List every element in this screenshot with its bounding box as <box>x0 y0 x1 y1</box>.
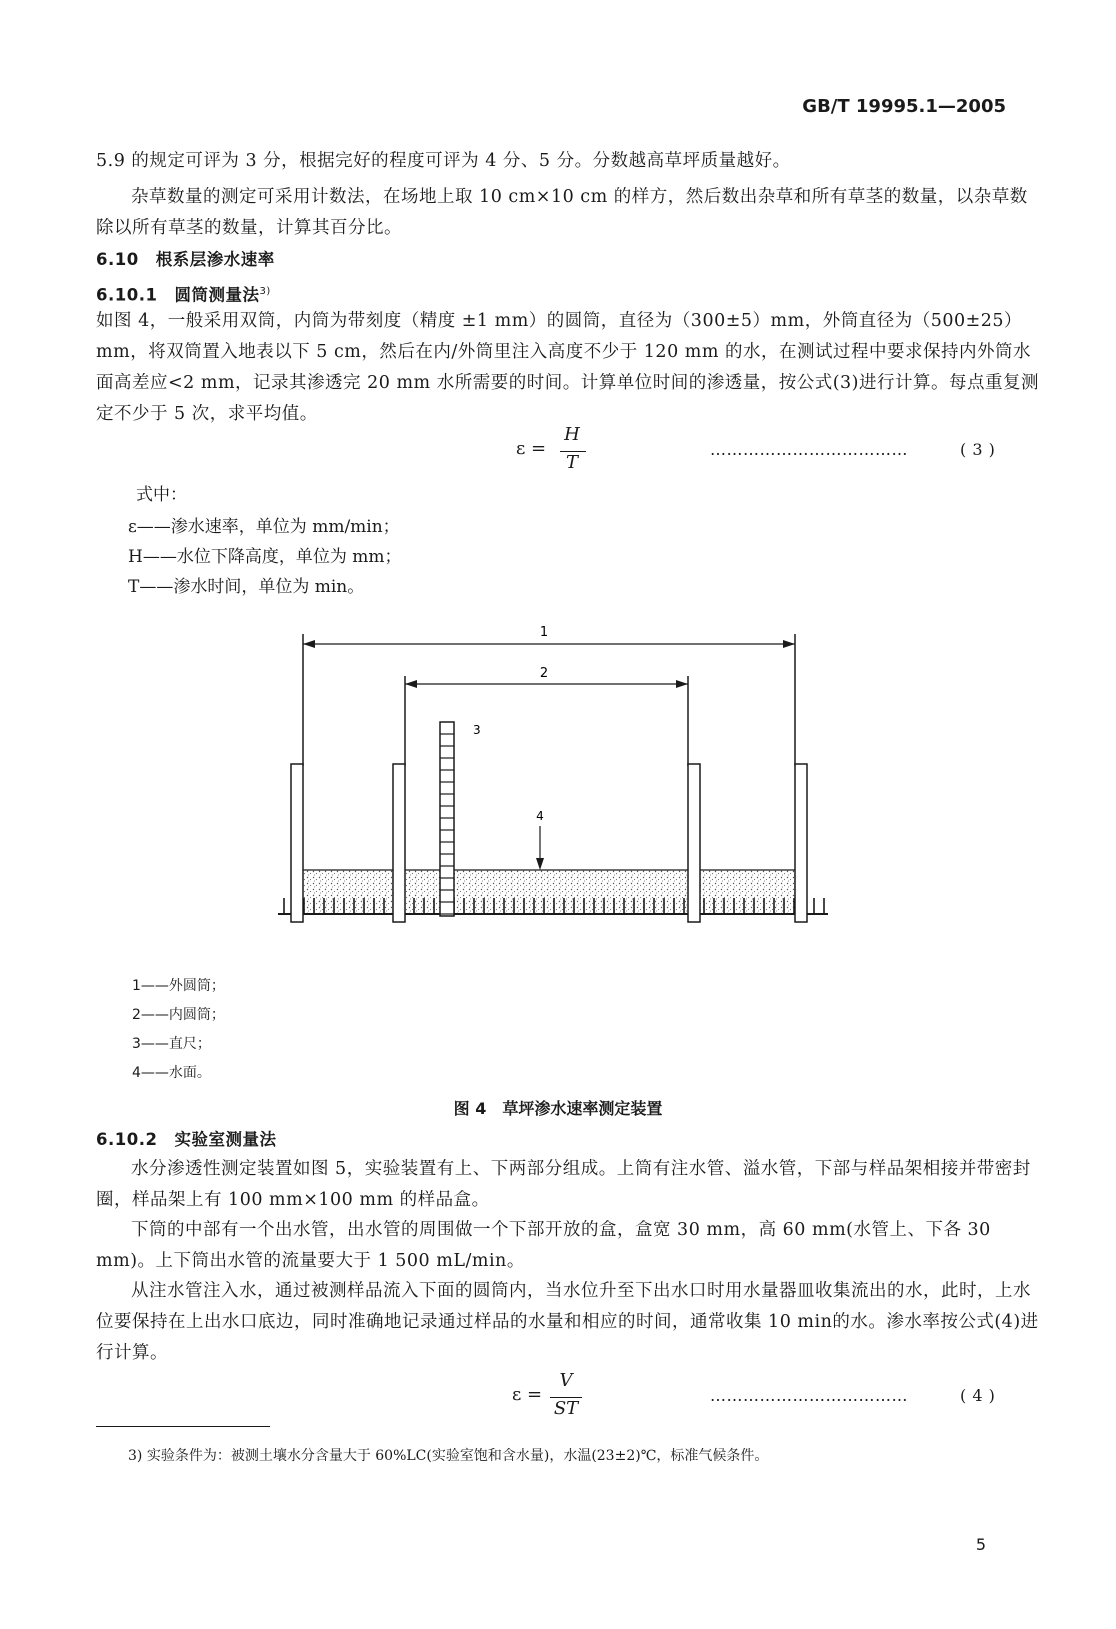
footnote-separator <box>96 1426 270 1427</box>
formula-4-numerator: V <box>559 1370 573 1391</box>
inner-cylinder-right-wall <box>688 764 700 922</box>
water-surface-pointer <box>536 826 544 870</box>
formula-4-denominator: ST <box>553 1398 579 1419</box>
paragraph-lower-cylinder: 下筒的中部有一个出水管，出水管的周围做一个下部开放的盒，盒宽 30 mm，高 60 mm(水管上、下各 30 mm)。上下筒出水管的流量要大于 1 500 mL/min。 <box>96 1220 991 1271</box>
callout-4: 4 <box>536 809 544 823</box>
heading-6-10-1-text: 6.10.1 圆筒测量法 <box>96 285 260 305</box>
ruler <box>440 722 454 916</box>
where-item-h: H——水位下降高度，单位为 mm； <box>128 547 402 567</box>
heading-6-10: 6.10 根系层渗水速率 <box>96 250 275 269</box>
inner-cylinder-left-wall <box>393 764 405 922</box>
callout-1: 1 <box>539 625 549 640</box>
standard-code: GB/T 19995.1—2005 <box>802 96 1006 117</box>
paragraph-cylinder-method: 如图 4，一般采用双筒，内筒为带刻度（精度 ±1 mm）的圆筒，直径为（300±5）mm，外筒直径为（500±25）mm，将双筒置入地表以下 5 cm，然后在内/外筒里注入高度不少于 120 mm 的水，在测试过程中要求保持内外筒水面高差应<2 mm，记录其渗透完 20 mm 水所需要的时间。计算单位时间的渗透量，按公式(3)进行计算。每点重复测定不少于 5 次，求平均值。 <box>96 311 1039 424</box>
formula-3-numerator: H <box>564 424 580 445</box>
where-title: 式中： <box>136 485 187 505</box>
formula-3-lhs: ε = <box>516 438 547 459</box>
legend-item-outer-cylinder: 1——外圆筒； <box>132 978 225 994</box>
page-number: 5 <box>975 1535 986 1554</box>
heading-6-10-2: 6.10.2 实验室测量法 <box>96 1130 277 1149</box>
paragraph-weed-score: 5.9 的规定可评为 3 分，根据完好的程度可评为 4 分、5 分。分数越高草坪质量越好。 <box>96 151 791 171</box>
callout-2: 2 <box>539 666 549 681</box>
paragraph-weed-count: 杂草数量的测定可采用计数法，在场地上取 10 cm×10 cm 的样方，然后数出杂草和所有草茎的数量，以杂草数除以所有草茎的数量，计算其百分比。 <box>96 187 1028 238</box>
legend-item-water-surface: 4——水面。 <box>132 1065 211 1081</box>
footnote-ref: 3) <box>259 286 271 297</box>
paragraph-lab-apparatus: 水分渗透性测定装置如图 5，实验装置有上、下两部分组成。上筒有注水管、溢水管，下部与样品架相接并带密封圈，样品架上有 100 mm×100 mm 的样品盒。 <box>96 1159 1031 1210</box>
where-item-epsilon: ε——渗水速率，单位为 mm/min； <box>128 517 400 537</box>
legend-item-inner-cylinder: 2——内圆筒； <box>132 1007 225 1023</box>
callout-3: 3 <box>473 723 481 737</box>
soil-layer <box>303 870 795 914</box>
paragraph-procedure: 从注水管注入水，通过被测样品流入下面的圆筒内，当水位升至下出水口时用水量器皿收集流出的水，此时，上水位要保持在上出水口底边，同时准确地记录通过样品的水量和相应的时间，通常收集 10 min的水。渗水率按公式(4)进行计算。 <box>96 1281 1039 1363</box>
where-item-t: T——渗水时间，单位为 min。 <box>128 577 365 597</box>
legend-item-ruler: 3——直尺； <box>132 1036 211 1052</box>
dimension-outer-diameter <box>303 634 795 766</box>
formula-4-dots: ……………………………… <box>710 1386 908 1405</box>
formula-3-dots: ……………………………… <box>710 440 908 459</box>
outer-cylinder-right-wall <box>795 764 807 922</box>
figure-4-caption: 图 4 草坪渗水速率测定装置 <box>453 1099 663 1118</box>
formula-4-lhs: ε = <box>512 1384 543 1405</box>
formula-3-denominator: T <box>565 452 578 473</box>
outer-cylinder-left-wall <box>291 764 303 922</box>
footnote: 3) 实验条件为：被测土壤水分含量大于 60%LC(实验室饱和含水量)，水温(23±2)℃，标准气候条件。 <box>128 1448 769 1464</box>
formula-4-number: ( 4 ) <box>960 1386 996 1405</box>
formula-3-number: ( 3 ) <box>960 440 996 459</box>
